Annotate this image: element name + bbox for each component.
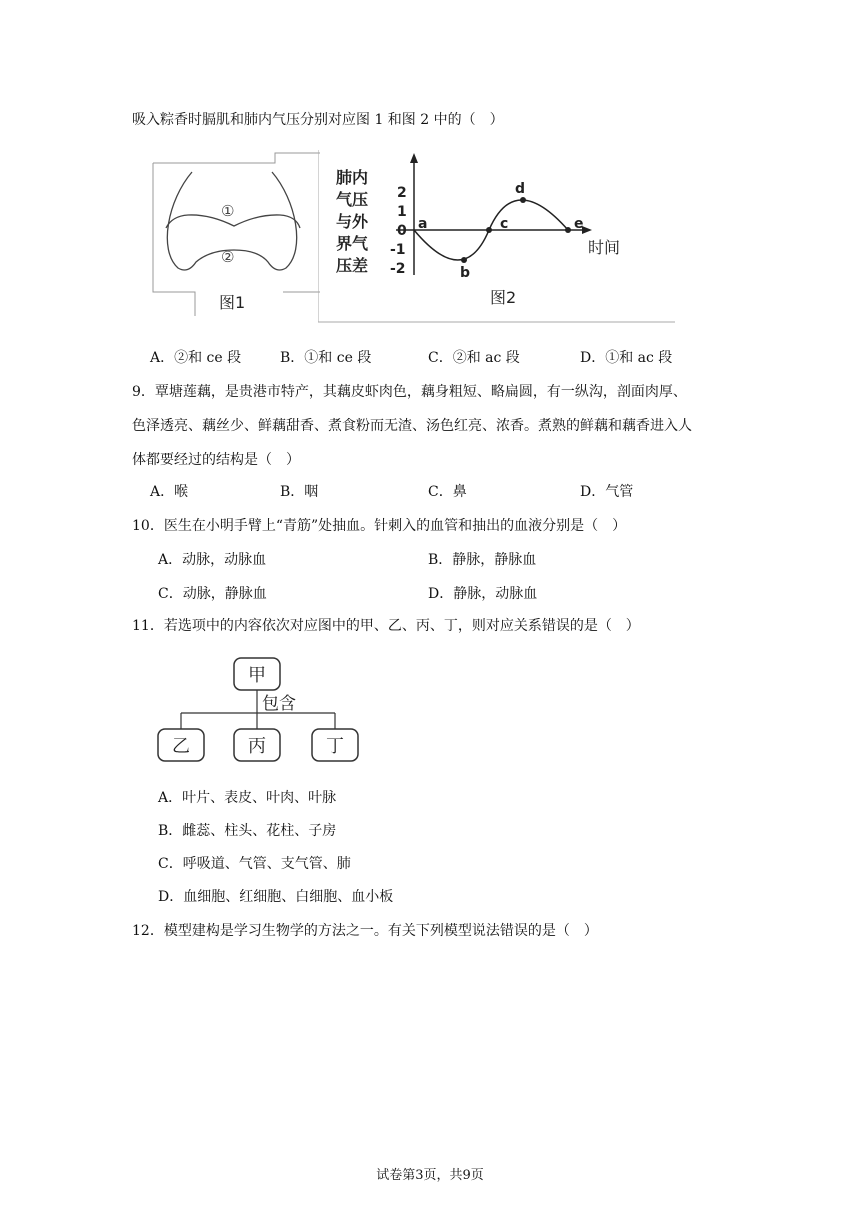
fig2-ylabel-line: 气压 <box>336 190 369 209</box>
fig2-ylabel-line: 压差 <box>336 256 369 275</box>
fig2-point-label: e <box>574 216 584 232</box>
fig1-caption: 图1 <box>219 293 246 312</box>
q9-option-c: C．鼻 <box>428 484 467 500</box>
q10-option-c: C．动脉，静脉血 <box>158 586 267 602</box>
fig2-point-label: d <box>515 181 526 197</box>
page-footer: 试卷第3页，共9页 <box>376 1168 484 1183</box>
q8-option-d: D．①和 ac 段 <box>580 350 673 366</box>
question-9-stem-line: 体都要经过的结构是（ ） <box>132 452 300 468</box>
diagram-relation-label: 包含 <box>262 694 296 714</box>
q9-option-b: B．咽 <box>280 484 319 500</box>
fig1-label-2: ② <box>221 248 235 266</box>
question-9-stem-line: 色泽透亮、藕丝少、鲜藕甜香、煮食粉而无渣、汤色红亮、浓香。煮熟的鲜藕和藕香进入人 <box>132 418 692 434</box>
q9-option-d: D．气管 <box>580 484 634 500</box>
q8-option-a: A．②和 ce 段 <box>150 350 242 366</box>
diagram-top-box: 甲 <box>248 665 266 686</box>
fig2-point-label: a <box>418 216 428 232</box>
figure-1-diaphragm <box>150 150 330 325</box>
fig2-ytick: -2 <box>390 261 406 277</box>
fig2-caption: 图2 <box>490 288 517 307</box>
question-8-stem: 吸入粽香时膈肌和肺内气压分别对应图 1 和图 2 中的（ ） <box>132 112 504 128</box>
q9-option-a: A．喉 <box>150 484 189 500</box>
diagram-child-box: 丁 <box>326 736 344 757</box>
fig2-xlabel: 时间 <box>588 238 621 257</box>
fig2-ytick: 2 <box>397 185 407 201</box>
diagram-child-box: 丙 <box>248 736 266 757</box>
fig2-ylabel-line: 肺内 <box>336 168 369 187</box>
question-9-stem-line: 9．覃塘莲藕，是贵港市特产，其藕皮虾肉色，藕身粗短、略扁圆，有一纵沟，剖面肉厚、 <box>132 384 687 400</box>
fig2-ytick: 0 <box>397 223 407 239</box>
q11-option-c: C．呼吸道、气管、支气管、肺 <box>158 856 351 872</box>
fig2-point-label: b <box>460 265 471 281</box>
q10-option-d: D．静脉，动脉血 <box>428 586 538 602</box>
figure-hierarchy-diagram <box>150 652 370 770</box>
diagram-child-box: 乙 <box>172 736 190 757</box>
question-11-stem: 11．若选项中的内容依次对应图中的甲、乙、丙、丁，则对应关系错误的是（ ） <box>132 618 640 634</box>
q8-option-b: B．①和 ce 段 <box>280 350 372 366</box>
fig2-point-label: c <box>500 216 509 232</box>
q8-option-c: C．②和 ac 段 <box>428 350 520 366</box>
question-12-stem: 12．模型建构是学习生物学的方法之一。有关下列模型说法错误的是（ ） <box>132 923 598 939</box>
q10-option-a: A．动脉，动脉血 <box>158 552 267 568</box>
fig2-ylabel-line: 界气 <box>336 234 369 253</box>
fig2-ytick: 1 <box>397 204 407 220</box>
fig2-ylabel-line: 与外 <box>336 212 369 231</box>
fig1-label-1: ① <box>221 202 235 220</box>
q11-option-b: B．雌蕊、柱头、花柱、子房 <box>158 823 337 839</box>
question-10-stem: 10．医生在小明手臂上“青筋”处抽血。针刺入的血管和抽出的血液分别是（ ） <box>132 518 627 534</box>
q10-option-b: B．静脉，静脉血 <box>428 552 537 568</box>
fig2-ytick: -1 <box>390 242 406 258</box>
q11-option-d: D．血细胞、红细胞、白细胞、血小板 <box>158 889 394 905</box>
figure-2-pressure-graph <box>318 145 678 327</box>
q11-option-a: A．叶片、表皮、叶肉、叶脉 <box>158 790 337 806</box>
